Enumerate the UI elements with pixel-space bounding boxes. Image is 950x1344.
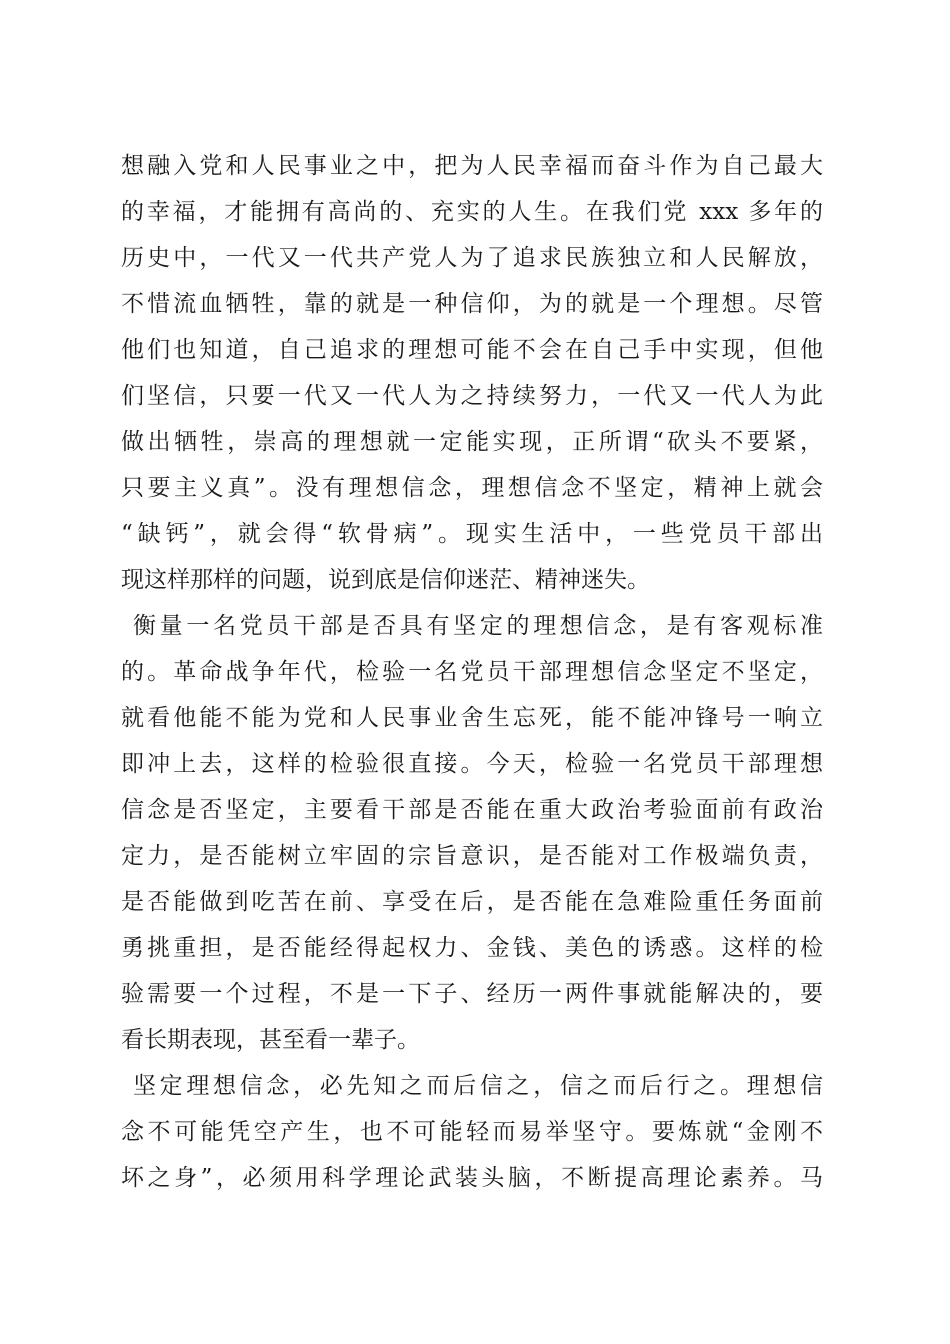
- text-line: 信念是否坚定，主要看干部是否能在重大政治考验面前有政治: [121, 797, 823, 823]
- text-line: 现这样那样的问题，说到底是信仰迷茫、精神迷失。: [121, 567, 650, 593]
- text-line: 不惜流血牺牲，靠的就是一种信仰，为的就是一个理想。尽管: [121, 291, 823, 317]
- text-line: 就看他能不能为党和人民事业舍生忘死，能不能冲锋号一响立: [121, 705, 823, 731]
- text-line: 们坚信，只要一代又一代人为之持续努力，一代又一代人为此: [121, 383, 823, 409]
- text-line: 历史中，一代又一代共产党人为了追求民族独立和人民解放，: [121, 245, 823, 271]
- paragraph-2: [121, 603, 823, 1063]
- document-body: [121, 143, 823, 1201]
- text-line: 只要主义真”。没有理想信念，理想信念不坚定，精神上就会: [121, 475, 823, 501]
- paragraph-3: [121, 1063, 823, 1201]
- text-line: 是否能做到吃苦在前、享受在后，是否能在急难险重任务面前: [121, 889, 823, 915]
- text-line: 定力，是否能树立牢固的宗旨意识，是否能对工作极端负责，: [121, 843, 823, 869]
- text-line: 坏之身”，必须用科学理论武装头脑，不断提高理论素养。马: [121, 1165, 823, 1191]
- text-line: 验需要一个过程，不是一下子、经历一两件事就能解决的，要: [121, 981, 823, 1007]
- text-line: 念不可能凭空产生，也不可能轻而易举坚守。要炼就“金刚不: [121, 1119, 823, 1145]
- text-line: 做出牺牲，崇高的理想就一定能实现，正所谓“砍头不要紧，: [121, 429, 823, 455]
- text-line: 的。革命战争年代，检验一名党员干部理想信念坚定不坚定，: [121, 659, 823, 685]
- text-line: 他们也知道，自己追求的理想可能不会在自己手中实现，但他: [121, 337, 823, 363]
- text-line: 衡量一名党员干部是否具有坚定的理想信念，是有客观标准: [133, 613, 823, 639]
- text-line: 勇挑重担，是否能经得起权力、金钱、美色的诱惑。这样的检: [121, 935, 823, 961]
- paragraph-1: [121, 143, 823, 603]
- text-line: 想融入党和人民事业之中，把为人民幸福而奋斗作为自己最大: [121, 153, 823, 179]
- text-line: 坚定理想信念，必先知之而后信之，信之而后行之。理想信: [133, 1073, 823, 1099]
- text-line: 的幸福，才能拥有高尚的、充实的人生。在我们党 xxx 多年的: [121, 199, 823, 225]
- text-line: 即冲上去，这样的检验很直接。今天，检验一名党员干部理想: [121, 751, 823, 777]
- text-line: 看长期表现，甚至看一辈子。: [121, 1027, 420, 1053]
- text-line: “缺钙”，就会得“软骨病”。现实生活中，一些党员干部出: [121, 521, 823, 547]
